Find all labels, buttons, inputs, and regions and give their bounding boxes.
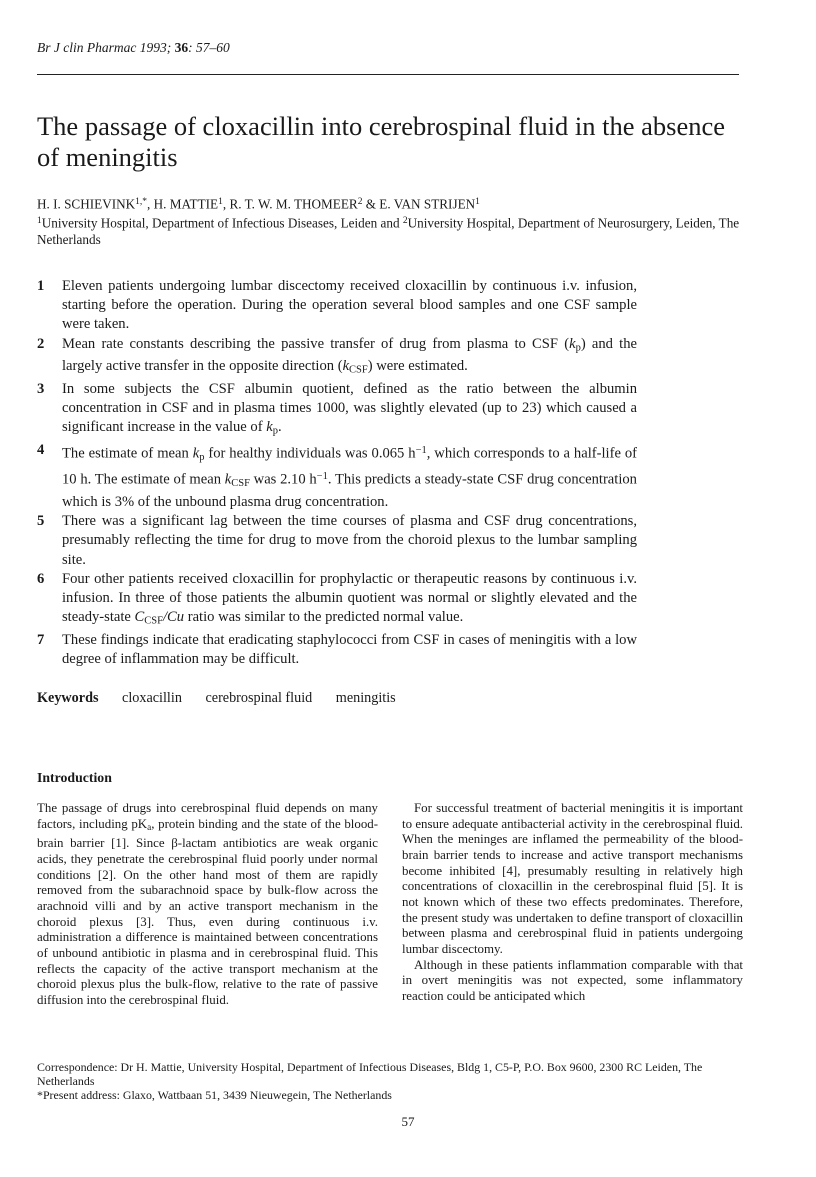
affiliations: $^1$University Hospital, Department of Infectious Diseases, Leiden and $^2$University Hospital, Department of Neurosurgery, Leiden, The Netherlands [37,215,740,247]
keywords-label: Keywords [37,690,99,706]
abstract-list [37,277,637,669]
journal-citation [37,40,230,56]
intro-paragraph-1: The passage of drugs into cerebrospinal fluid depends on many factors, including $pK_a$, protein binding and the state of the blood-brain barrier [1]. Since β-lactam antibiotics are weak organic acids, they penetrate the cerebrospinal fluid poorly under normal conditions [2]. On the other hand most of them are rapidly removed from the subarachnoid space by bulk-flow across the arachnoid villi and by an active transport mechanism in the choroid plexus [3]. Thus, even during continuous i.v. administration a difference is maintained between concentrations of unbound antibiotic in plasma and in cerebrospinal fluid. This reflects the capacity of the active transport mechanism at the choroid plexus plus the bulk-flow, relative to the rate of passive diffusion into the cerebrospinal fluid. [37,801,379,1007]
keywords [37,690,416,707]
footnotes [37,1060,742,1103]
author-name: H. MATTIE [153,196,219,212]
column-left [37,801,378,1009]
abstract-item: 3 In some subjects the CSF albumin quotient, defined as the ratio between the albumin concentration in CSF and in plasma times 1000, was slightly elevated (up to 23) which caused a significant increase in the value of $k_p$. [37,380,637,437]
article-title: The passage of cloxacillin into cerebrospinal fluid in the absence of meningitis [37,110,726,172]
journal-pages: : 57–60 [188,40,230,55]
author-mark: 1,* [135,197,148,207]
author-name: E. VAN STRIJEN [379,196,476,212]
intro-paragraph-3: Although in these patients inflammation comparable with that in overt meningitis was not expected, some inflammatory reaction could be anticipated which [402,957,743,1003]
author-name: R. T. W. M. THOMEER [229,196,358,212]
affiliation-1: University Hospital, Department of Infectious Diseases, Leiden and [41,215,403,231]
journal-name: Br J clin Pharmac [37,40,137,55]
affiliation-2: University Hospital, Department of Neurosurgery, Leiden, The Netherlands [37,215,740,247]
correspondence: Correspondence: Dr H. Mattie, University Hospital, Department of Infectious Diseases, Bldg 1, C5-P, P.O. Box 9600, 2300 RC Leiden, The Netherlands [37,1060,703,1089]
author-mark: 2 [357,197,363,207]
abstract-item: 4 The estimate of mean $k_p$ for healthy individuals was 0.065 $h^{-1}$, which corresponds to a half-life of 10 h. The estimate of mean $k_{CSF}$ was 2.10 $h^{-1}$. This predicts a steady-state CSF drug concentration which is 3% of the unbound plasma drug concentration. [37,441,637,511]
author-name: H. I. SCHIEVINK [37,196,136,212]
abstract-item: 5 There was a significant lag between the time courses of plasma and CSF drug concentrations, presumably reflecting the time for drug to move from the choroid plexus to the lumbar sampling site. [37,513,637,568]
journal-year: 1993; [139,40,172,55]
author-mark: 1 [218,197,223,207]
abstract-item: 1 Eleven patients undergoing lumbar discectomy received cloxacillin by continuous i.v. infusion, starting before the operation. During the operation several blood samples and one CSF sample were taken. [37,278,637,333]
author-block [37,194,757,248]
column-right [402,801,743,1005]
section-heading-introduction: Introduction [37,770,112,785]
intro-paragraph-2: For successful treatment of bacterial meningitis it is important to ensure adequate antibacterial activity in the cerebrospinal fluid. When the meninges are inflamed the permeability of the blood-brain barrier tends to increase and active transport mechanisms become inhibited [4], presumably resulting in relatively high concentrations of cloxacillin in the cerebrospinal fluid [5]. It is not known which of these two effects predominates. Therefore, the present study was undertaken to define transport of cloxacillin between plasma and cerebrospinal fluid in patients undergoing lumbar discectomy. [402,801,743,956]
page-number: 57 [401,1114,415,1129]
abstract-item: 6 Four other patients received cloxacillin for prophylactic or therapeutic reasons by continuous i.v. infusion. In three of those patients the albumin quotient was normal or slightly elevated and the steady-state $C_{CSF}/Cu$ ratio was similar to the predicted normal value. [37,570,637,627]
keyword: cloxacillin [122,690,182,706]
present-address: *Present address: Glaxo, Wattbaan 51, 3439 Nieuwegein, The Netherlands [37,1088,392,1103]
author-mark: 1 [475,197,480,207]
keyword: cerebrospinal fluid [205,690,313,706]
abstract-item: 2 Mean rate constants describing the passive transfer of drug from plasma to CSF $(k_p)$ and the largely active transfer in the opposite direction $(k_{CSF})$ were estimated. [37,335,637,376]
keyword: meningitis [335,690,396,706]
author-names: H. I. $SCHIEVINK^{1,*}$, H. MATTIE$^1$, R. T. W. M. THOMEER$^2$ & E. VAN STRIJEN$^1$ [37,196,480,212]
header-rule [37,74,739,75]
journal-volume: 36 [174,40,189,55]
abstract-item: 7 These findings indicate that eradicating staphylococci from CSF in cases of meningitis with a low degree of inflammation may be difficult. [37,631,637,667]
